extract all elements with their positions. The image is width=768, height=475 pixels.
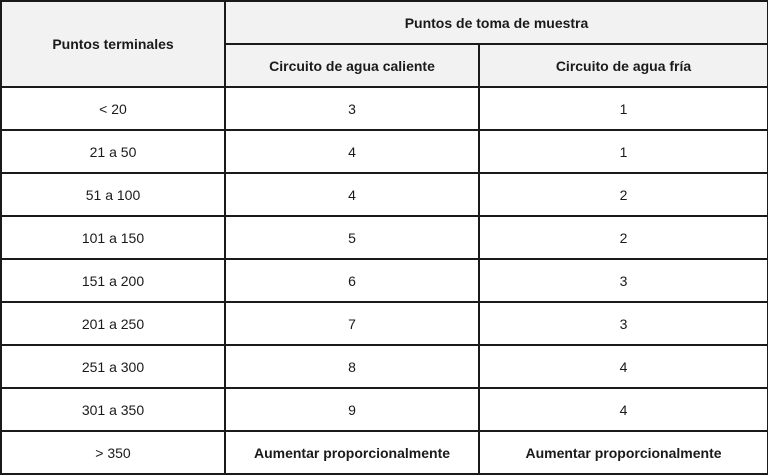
table-row — [1, 302, 768, 345]
cold-water-cell: 4 — [479, 345, 768, 388]
table-body — [1, 87, 768, 474]
cold-water-cell: 4 — [479, 388, 768, 431]
cold-water-cell: Aumentar proporcionalmente — [479, 431, 768, 474]
hot-water-cell: 3 — [225, 87, 479, 130]
hot-water-cell: Aumentar proporcionalmente — [225, 431, 479, 474]
hot-water-cell: 4 — [225, 130, 479, 173]
range-cell: 21 a 50 — [1, 130, 225, 173]
range-cell: 251 a 300 — [1, 345, 225, 388]
table-row — [1, 173, 768, 216]
sampling-points-header: Puntos de toma de muestra — [225, 1, 768, 44]
range-cell: 301 a 350 — [1, 388, 225, 431]
cold-water-cell: 3 — [479, 259, 768, 302]
cold-water-circuit-header: Circuito de agua fría — [479, 44, 768, 87]
hot-water-cell: 7 — [225, 302, 479, 345]
table-row — [1, 345, 768, 388]
range-cell: < 20 — [1, 87, 225, 130]
table-row — [1, 216, 768, 259]
cold-water-cell: 3 — [479, 302, 768, 345]
range-cell: 201 a 250 — [1, 302, 225, 345]
range-cell: 101 a 150 — [1, 216, 225, 259]
table-row — [1, 87, 768, 130]
table-row — [1, 431, 768, 474]
table-row — [1, 259, 768, 302]
hot-water-cell: 6 — [225, 259, 479, 302]
hot-water-cell: 4 — [225, 173, 479, 216]
hot-water-cell: 5 — [225, 216, 479, 259]
cold-water-cell: 2 — [479, 173, 768, 216]
cold-water-cell: 1 — [479, 130, 768, 173]
table-row — [1, 388, 768, 431]
terminal-points-header: Puntos terminales — [1, 1, 225, 87]
hot-water-circuit-header: Circuito de agua caliente — [225, 44, 479, 87]
header-row-top — [1, 1, 768, 44]
range-cell: > 350 — [1, 431, 225, 474]
range-cell: 151 a 200 — [1, 259, 225, 302]
cold-water-cell: 1 — [479, 87, 768, 130]
table-header — [1, 1, 768, 87]
hot-water-cell: 8 — [225, 345, 479, 388]
range-cell: 51 a 100 — [1, 173, 225, 216]
table-row — [1, 130, 768, 173]
hot-water-cell: 9 — [225, 388, 479, 431]
cold-water-cell: 2 — [479, 216, 768, 259]
